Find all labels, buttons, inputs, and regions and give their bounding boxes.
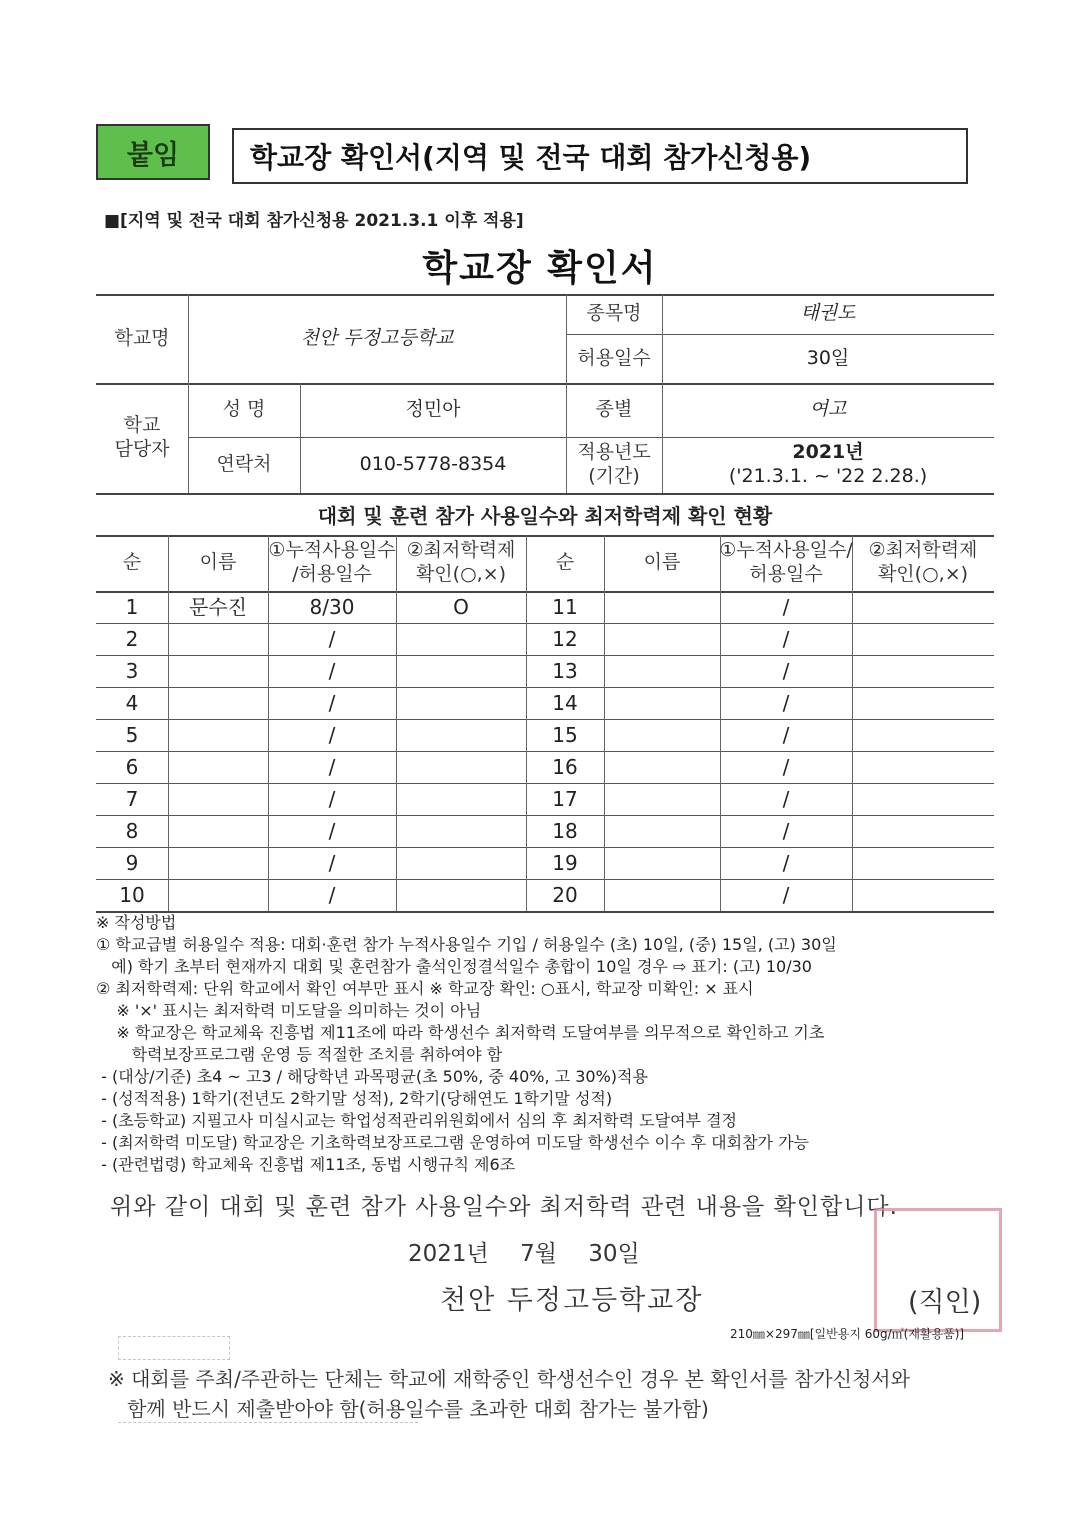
guide-line: ※ '×' 표시는 최저학력 미도달을 의미하는 것이 아님 (96, 1001, 482, 1020)
date-month: 7월 (520, 1241, 557, 1267)
contact-value: 010-5778-8354 (359, 453, 507, 476)
row-no-2: 15 (552, 722, 578, 747)
guide-line: ※ 작성방법 (96, 913, 177, 932)
row-usage: / (328, 786, 336, 811)
heading-box: 학교장 확인서(지역 및 전국 대회 참가신청용) (232, 128, 968, 184)
row-usage: / (328, 882, 336, 907)
row-usage: / (328, 818, 336, 843)
allowed-label: 허용일수 (577, 346, 651, 369)
type-label: 종별 (595, 398, 633, 421)
row-usage-2: / (782, 818, 790, 843)
row-no-2: 12 (552, 626, 578, 651)
issue-date (408, 1235, 640, 1268)
row-name-2 (604, 591, 720, 623)
contact-label: 연락처 (216, 453, 272, 476)
row-check (396, 687, 526, 719)
year-cell (662, 437, 994, 493)
school-value: 천안 두정고등학교 (300, 326, 454, 349)
row-usage: / (328, 626, 336, 651)
year-value: 2021년 (792, 441, 864, 464)
row-check (396, 655, 526, 687)
row-usage-2: / (782, 594, 790, 619)
row-name (168, 719, 268, 751)
row-name-2 (604, 815, 720, 847)
row-check (396, 847, 526, 879)
guide-line: ※ 학교장은 학교체육 진흥법 제11조에 따라 학생선수 최저학력 도달여부를 의무적으로 확인하고 기초 (96, 1023, 825, 1042)
document-title: 학교장 확인서 (422, 248, 658, 289)
allowed-value: 30일 (806, 346, 850, 369)
row-check-2 (852, 719, 994, 751)
writing-guide (96, 912, 996, 1176)
guide-line: 학력보장프로그램 운영 등 적절한 조치를 취하여야 함 (96, 1045, 503, 1064)
row-name-2 (604, 687, 720, 719)
period-value: ('21.3.1. ~ '22 2.28.) (728, 465, 928, 487)
row-usage-2: / (782, 754, 790, 779)
guide-line: - (관련법령) 학교체육 진흥법 제11조, 동법 시행규칙 제6조 (96, 1155, 516, 1174)
row-no-2: 11 (552, 594, 578, 619)
row-name (168, 847, 268, 879)
row-name-2 (604, 879, 720, 911)
row-check-2 (852, 655, 994, 687)
col-name: 이름 (199, 551, 237, 574)
name-label: 성 명 (222, 398, 266, 421)
row-usage-2: / (782, 690, 790, 715)
row-name-2 (604, 655, 720, 687)
row-no: 4 (125, 690, 139, 715)
row-check-2 (852, 783, 994, 815)
row-usage: / (328, 850, 336, 875)
row-check (396, 623, 526, 655)
signer: 천안 두정고등학교장 (440, 1285, 704, 1316)
col-no: 순 (122, 551, 142, 574)
row-usage-2: / (782, 882, 790, 907)
row-check (396, 783, 526, 815)
row-check (396, 719, 526, 751)
row-name-2 (604, 623, 720, 655)
row-name (168, 751, 268, 783)
guide-line: 예) 학기 초부터 현재까지 대회 및 훈련참가 출석인정결석일수 총합이 10일 경우 ⇨ 표기: (고) 10/30 (96, 957, 812, 976)
row-check-2 (852, 591, 994, 623)
row-no-2: 18 (552, 818, 578, 843)
row-check: O (453, 594, 469, 619)
row-check (396, 751, 526, 783)
manager-name: 정민아 (405, 398, 461, 421)
row-name: 문수진 (189, 594, 247, 619)
guide-line: ② 최저학력제: 단위 학교에서 확인 여부만 표시 ※ 학교장 확인: ○표시, 학교장 미확인: × 표시 (96, 979, 754, 998)
guide-line: - (성적적용) 1학기(전년도 2학기말 성적), 2학기(당해연도 1학기말 성적) (96, 1089, 613, 1108)
guide-line: ① 학교급별 허용일수 적용: 대회·훈련 참가 누적사용일수 기입 / 허용일수 (초) 10일, (중) 15일, (고) 30일 (96, 935, 837, 954)
row-name (168, 623, 268, 655)
row-usage-2: / (782, 658, 790, 683)
row-usage-2: / (782, 850, 790, 875)
event-label: 종목명 (586, 302, 642, 325)
row-no: 8 (125, 818, 139, 843)
row-no: 5 (125, 722, 139, 747)
row-no-2: 17 (552, 786, 578, 811)
row-name (168, 655, 268, 687)
row-name-2 (604, 719, 720, 751)
date-year: 2021년 (408, 1241, 489, 1267)
col-check-2: ②최저학력제 확인(○,×) (868, 539, 978, 585)
applies-note: ■[지역 및 전국 대회 참가신청용 2021.3.1 이후 적용] (104, 211, 524, 231)
row-name (168, 815, 268, 847)
row-no-2: 19 (552, 850, 578, 875)
row-no-2: 16 (552, 754, 578, 779)
attachment-badge: 붙임 (96, 124, 210, 180)
row-no-2: 20 (552, 882, 578, 907)
row-check-2 (852, 687, 994, 719)
row-no-2: 13 (552, 658, 578, 683)
row-no: 10 (119, 882, 145, 907)
row-no: 3 (125, 658, 139, 683)
row-name (168, 783, 268, 815)
type-value: 여고 (809, 398, 847, 421)
row-usage-2: / (782, 786, 790, 811)
row-usage: 8/30 (309, 594, 355, 619)
row-usage: / (328, 754, 336, 779)
event-value: 태권도 (800, 302, 856, 325)
row-name (168, 879, 268, 911)
row-check-2 (852, 879, 994, 911)
school-label: 학교명 (114, 326, 170, 349)
row-name-2 (604, 751, 720, 783)
footnote: ※ 대회를 주최/주관하는 단체는 학교에 재학중인 학생선수인 경우 본 확인서를 참가신청서와 함께 반드시 제출받아야 함(허용일수를 초과한 대회 참가는 불가함) (108, 1367, 910, 1421)
row-usage-2: / (782, 626, 790, 651)
col-usage-2: ①누적사용일수/ 허용일수 (719, 539, 853, 585)
guide-line: - (초등학교) 지필고사 미실시교는 학업성적관리위원회에서 심의 후 최저학력 도달여부 결정 (96, 1111, 737, 1130)
row-check-2 (852, 751, 994, 783)
row-no: 1 (125, 594, 139, 619)
row-usage: / (328, 722, 336, 747)
row-usage: / (328, 658, 336, 683)
row-usage-2: / (782, 722, 790, 747)
row-check-2 (852, 847, 994, 879)
row-no: 6 (125, 754, 139, 779)
row-check (396, 879, 526, 911)
seal-label: (직인) (908, 1287, 982, 1318)
manager-label: 학교 담당자 (114, 414, 170, 460)
col-check: ②최저학력제 확인(○,×) (406, 539, 516, 585)
row-check (396, 815, 526, 847)
col-name-2: 이름 (643, 551, 681, 574)
col-no-2: 순 (555, 551, 575, 574)
status-table-title: 대회 및 훈련 참가 사용일수와 최저학력제 확인 현황 (317, 504, 773, 528)
confirmation-statement: 위와 같이 대회 및 훈련 참가 사용일수와 최저학력 관련 내용을 확인합니다. (110, 1194, 898, 1220)
row-no: 7 (125, 786, 139, 811)
paper-spec: 210㎜×297㎜[일반용지 60g/㎡(재활용품)] (730, 1327, 965, 1341)
date-day: 30일 (588, 1241, 640, 1267)
row-no-2: 14 (552, 690, 578, 715)
row-no: 2 (125, 626, 139, 651)
year-label: 적용년도 (기간) (577, 441, 651, 487)
row-name (168, 687, 268, 719)
row-name-2 (604, 847, 720, 879)
row-usage: / (328, 690, 336, 715)
row-name-2 (604, 783, 720, 815)
col-usage: ①누적사용일수 /허용일수 (268, 539, 396, 585)
faint-mark (118, 1336, 230, 1360)
row-no: 9 (125, 850, 139, 875)
row-check-2 (852, 815, 994, 847)
guide-line: - (대상/기준) 초4 ~ 고3 / 해당학년 과목평균(초 50%, 중 40%, 고 30%)적용 (96, 1067, 648, 1086)
guide-line: - (최저학력 미도달) 학교장은 기초학력보장프로그램 운영하여 미도달 학생선수 이수 후 대회참가 가능 (96, 1133, 809, 1152)
row-check-2 (852, 623, 994, 655)
